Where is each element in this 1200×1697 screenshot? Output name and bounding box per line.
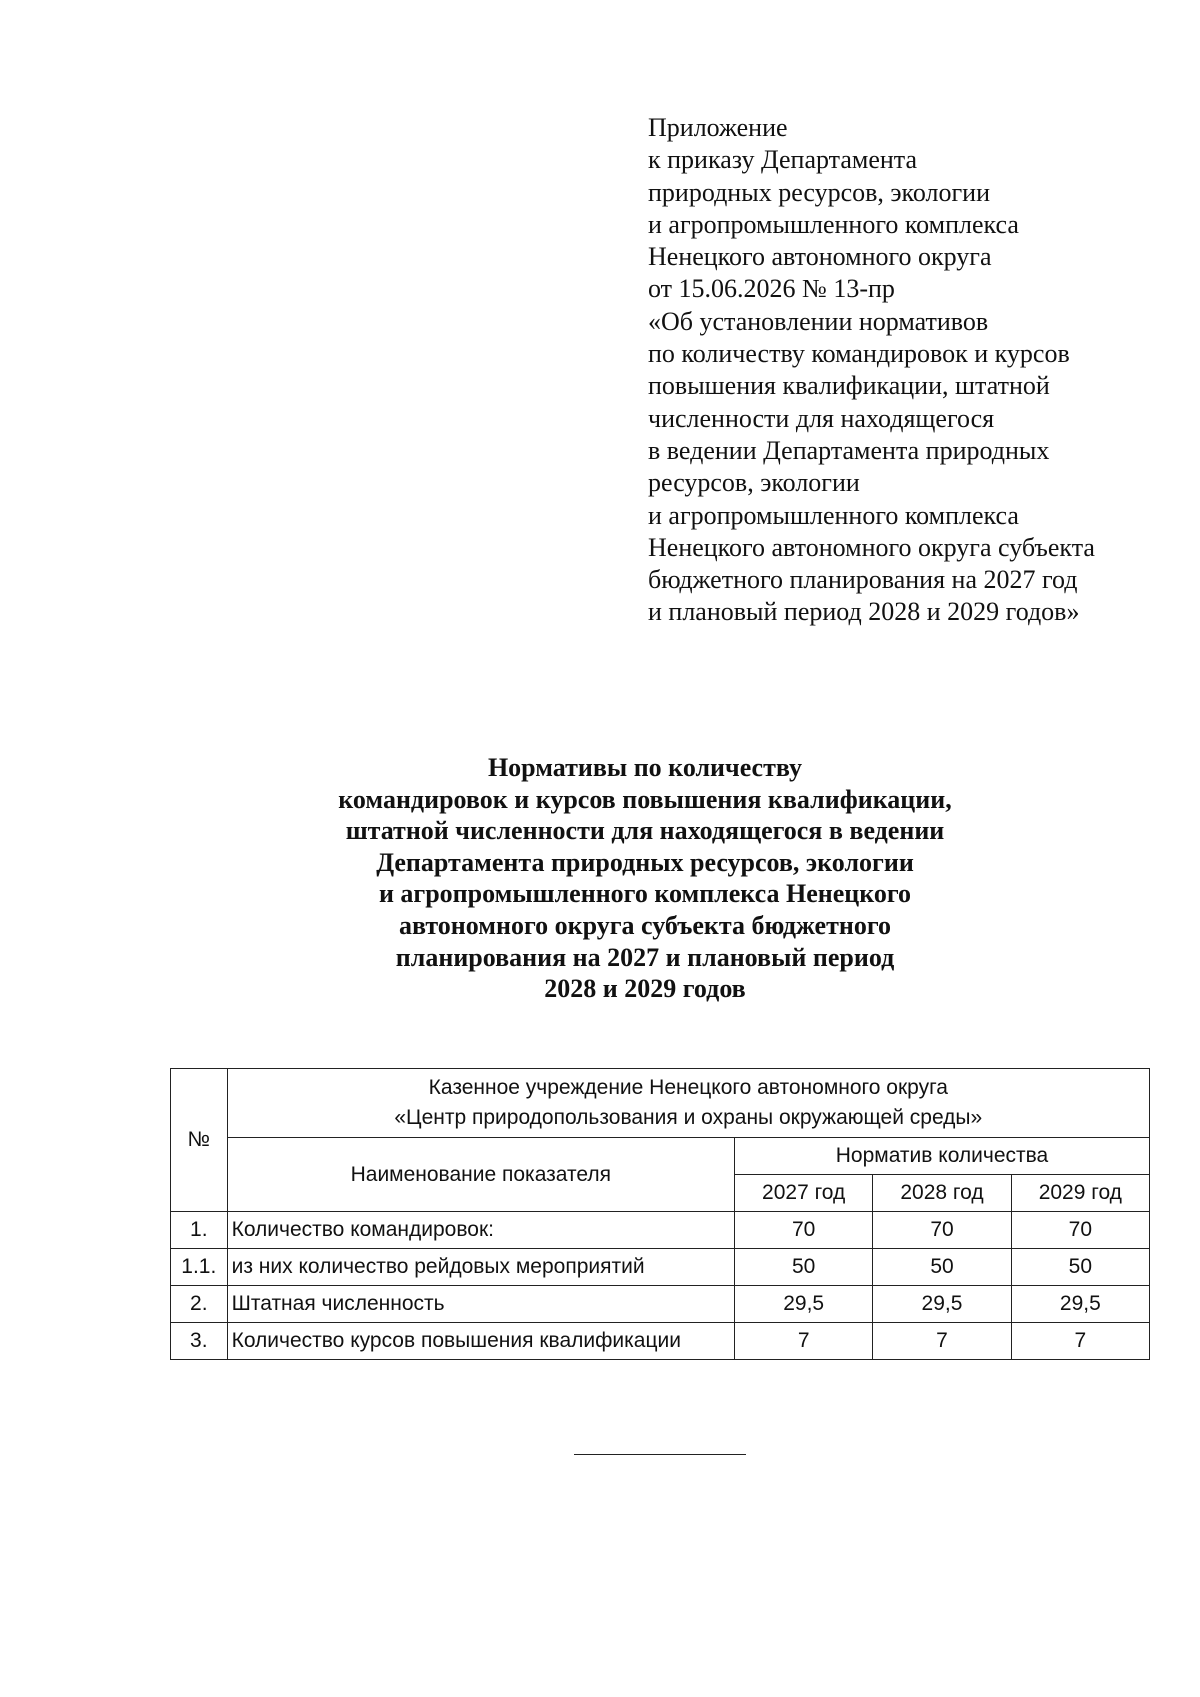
row-value: 29,5 <box>873 1286 1011 1323</box>
row-number: 3. <box>171 1323 228 1360</box>
row-value: 70 <box>1011 1212 1149 1249</box>
appendix-line: к приказу Департамента <box>648 145 918 175</box>
document-title <box>160 752 1130 1005</box>
title-line: Департамента природных ресурсов, экологии <box>376 847 914 877</box>
appendix-line: и плановый период 2028 и 2029 годов» <box>648 597 1080 627</box>
title-line: и агропромышленного комплекса Ненецкого <box>378 879 912 909</box>
appendix-line: бюджетного планирования на 2027 год <box>648 565 1078 595</box>
title-line: штатной численности для находящегося в ведении <box>345 816 945 846</box>
row-value: 50 <box>735 1249 873 1286</box>
table-row <box>171 1323 1150 1360</box>
appendix-line: в ведении Департамента природных <box>648 435 1050 465</box>
year-header: 2027 год <box>735 1175 873 1212</box>
appendix-line: численности для находящегося <box>648 403 995 433</box>
norms-table <box>170 1068 1150 1360</box>
appendix-line: природных ресурсов, экологии <box>648 177 990 207</box>
organization-name-line: «Центр природопользования и охраны окружающей среды» <box>394 1106 983 1129</box>
row-number: 2. <box>171 1286 228 1323</box>
appendix-line: ресурсов, экологии <box>648 468 860 498</box>
appendix-line: по количеству командировок и курсов <box>648 339 1070 369</box>
number-column-header: № <box>171 1069 228 1212</box>
row-value: 29,5 <box>735 1286 873 1323</box>
row-value: 70 <box>735 1212 873 1249</box>
appendix-line: и агропромышленного комплекса <box>648 209 1019 239</box>
end-divider <box>574 1454 746 1455</box>
appendix-line: Ненецкого автономного округа субъекта <box>648 532 1095 562</box>
appendix-line: Ненецкого автономного округа <box>648 242 992 272</box>
appendix-block <box>648 112 1168 629</box>
organization-header <box>227 1069 1149 1138</box>
row-indicator: Штатная численность <box>227 1286 734 1323</box>
row-number: 1. <box>171 1212 228 1249</box>
row-value: 7 <box>735 1323 873 1360</box>
row-indicator: из них количество рейдовых мероприятий <box>227 1249 734 1286</box>
title-line: командировок и курсов повышения квалификации, <box>338 784 952 814</box>
title-line: автономного округа субъекта бюджетного <box>398 910 892 940</box>
row-value: 70 <box>873 1212 1011 1249</box>
table-row <box>171 1286 1150 1323</box>
title-line: Нормативы по количеству <box>487 753 803 782</box>
appendix-line: и агропромышленного комплекса <box>648 500 1019 530</box>
year-header: 2029 год <box>1011 1175 1149 1212</box>
row-indicator: Количество курсов повышения квалификации <box>227 1323 734 1360</box>
row-number: 1.1. <box>171 1249 228 1286</box>
title-line: планирования на 2027 и плановый период <box>395 942 895 972</box>
table-row <box>171 1249 1150 1286</box>
appendix-line: повышения квалификации, штатной <box>648 371 1050 401</box>
indicator-name-header: Наименование показателя <box>227 1138 734 1212</box>
row-value: 50 <box>873 1249 1011 1286</box>
row-indicator: Количество командировок: <box>227 1212 734 1249</box>
row-value: 50 <box>1011 1249 1149 1286</box>
row-value: 7 <box>1011 1323 1149 1360</box>
row-value: 7 <box>873 1323 1011 1360</box>
table-row <box>171 1212 1150 1249</box>
appendix-line: от 15.06.2026 № 13-пр <box>648 274 895 304</box>
row-value: 29,5 <box>1011 1286 1149 1323</box>
organization-name-line: Казенное учреждение Ненецкого автономного округа <box>428 1076 948 1099</box>
norm-quantity-header: Норматив количества <box>735 1138 1150 1175</box>
appendix-line: «Об установлении нормативов <box>648 306 989 336</box>
title-line: 2028 и 2029 годов <box>544 974 746 1004</box>
year-header: 2028 год <box>873 1175 1011 1212</box>
appendix-line: Приложение <box>648 113 788 142</box>
